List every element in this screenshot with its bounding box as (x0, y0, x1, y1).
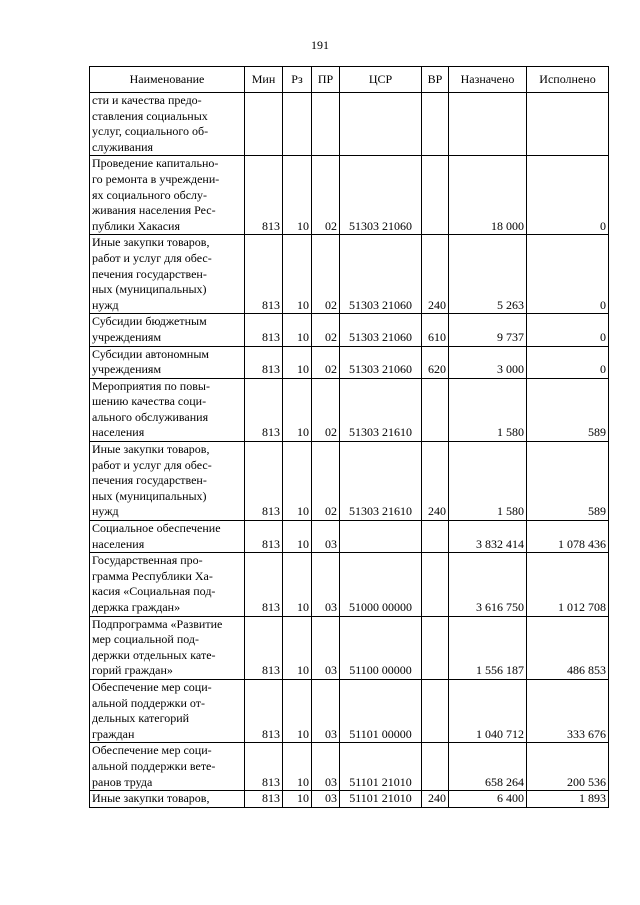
header-csr: ЦСР (340, 67, 422, 93)
cell-name: Иные закупки товаров, работ и услуг для обес- печения государствен- ных (муниципальных) нужд (90, 235, 245, 314)
cell-min: 813 (245, 346, 283, 378)
cell-csr (340, 521, 422, 553)
cell-rz (283, 93, 312, 156)
table-row (90, 442, 609, 521)
cell-pr: 02 (312, 346, 340, 378)
cell-pr: 02 (312, 442, 340, 521)
header-assigned: Назначено (449, 67, 527, 93)
cell-pr: 03 (312, 743, 340, 791)
cell-pr: 03 (312, 679, 340, 742)
cell-pr: 03 (312, 791, 340, 808)
cell-csr: 51303 21060 (340, 235, 422, 314)
cell-executed: 0 (527, 235, 609, 314)
cell-name: Подпрограмма «Развитие мер социальной под- держки отдельных кате- горий граждан» (90, 616, 245, 679)
cell-pr: 02 (312, 156, 340, 235)
cell-rz: 10 (283, 442, 312, 521)
cell-assigned: 658 264 (449, 743, 527, 791)
cell-rz: 10 (283, 791, 312, 808)
table-row (90, 521, 609, 553)
cell-min: 813 (245, 521, 283, 553)
cell-assigned: 18 000 (449, 156, 527, 235)
cell-vr: 240 (422, 235, 449, 314)
cell-vr (422, 156, 449, 235)
table-row (90, 791, 609, 808)
cell-pr: 02 (312, 378, 340, 441)
header-min: Мин (245, 67, 283, 93)
cell-name: сти и качества предо- ставления социальных услуг, социального об- служивания (90, 93, 245, 156)
cell-name: Субсидии автономным учреждениям (90, 346, 245, 378)
cell-name: Проведение капитально- го ремонта в учреждени- ях социального обслу- живания населения Рес- публики Хакасия (90, 156, 245, 235)
cell-assigned: 1 040 712 (449, 679, 527, 742)
table-row (90, 314, 609, 346)
cell-pr: 03 (312, 553, 340, 616)
cell-name: Иные закупки товаров, (90, 791, 245, 808)
budget-table (89, 66, 609, 808)
cell-min: 813 (245, 156, 283, 235)
table-row (90, 616, 609, 679)
cell-name: Государственная про- грамма Республики Ха- касия «Социальная под- держка граждан» (90, 553, 245, 616)
cell-min: 813 (245, 791, 283, 808)
header-rz: Рз (283, 67, 312, 93)
cell-csr: 51303 21610 (340, 442, 422, 521)
table-row (90, 93, 609, 156)
cell-name: Мероприятия по повы- шению качества соци- ального обслуживания населения (90, 378, 245, 441)
cell-rz: 10 (283, 521, 312, 553)
cell-executed: 1 078 436 (527, 521, 609, 553)
cell-name: Социальное обеспечение населения (90, 521, 245, 553)
cell-vr (422, 378, 449, 441)
cell-vr (422, 743, 449, 791)
header-name: Наименование (90, 67, 245, 93)
cell-csr: 51101 21010 (340, 791, 422, 808)
cell-rz: 10 (283, 378, 312, 441)
cell-assigned: 5 263 (449, 235, 527, 314)
cell-executed (527, 93, 609, 156)
cell-assigned: 3 000 (449, 346, 527, 378)
cell-min: 813 (245, 553, 283, 616)
cell-executed: 0 (527, 346, 609, 378)
cell-vr: 620 (422, 346, 449, 378)
cell-vr: 610 (422, 314, 449, 346)
cell-min: 813 (245, 743, 283, 791)
cell-assigned: 3 832 414 (449, 521, 527, 553)
cell-assigned: 1 580 (449, 442, 527, 521)
cell-rz: 10 (283, 156, 312, 235)
cell-executed: 486 853 (527, 616, 609, 679)
cell-assigned: 9 737 (449, 314, 527, 346)
cell-executed: 0 (527, 156, 609, 235)
table-row (90, 156, 609, 235)
cell-vr (422, 521, 449, 553)
cell-pr (312, 93, 340, 156)
cell-rz: 10 (283, 235, 312, 314)
table-row (90, 235, 609, 314)
cell-min: 813 (245, 616, 283, 679)
cell-rz: 10 (283, 743, 312, 791)
table-row (90, 553, 609, 616)
cell-csr: 51303 21610 (340, 378, 422, 441)
cell-min (245, 93, 283, 156)
cell-rz: 10 (283, 616, 312, 679)
cell-assigned: 1 580 (449, 378, 527, 441)
cell-rz: 10 (283, 346, 312, 378)
table-row (90, 679, 609, 742)
cell-vr (422, 616, 449, 679)
cell-assigned: 3 616 750 (449, 553, 527, 616)
cell-executed: 1 893 (527, 791, 609, 808)
cell-min: 813 (245, 442, 283, 521)
cell-pr: 02 (312, 314, 340, 346)
cell-min: 813 (245, 314, 283, 346)
cell-executed: 589 (527, 378, 609, 441)
table-body (90, 93, 609, 808)
cell-executed: 200 536 (527, 743, 609, 791)
cell-csr: 51101 21010 (340, 743, 422, 791)
cell-executed: 589 (527, 442, 609, 521)
table-header-row (90, 67, 609, 93)
cell-vr: 240 (422, 791, 449, 808)
cell-executed: 333 676 (527, 679, 609, 742)
cell-rz: 10 (283, 314, 312, 346)
cell-vr (422, 553, 449, 616)
cell-name: Обеспечение мер соци- альной поддержки от- дельных категорий граждан (90, 679, 245, 742)
cell-pr: 02 (312, 235, 340, 314)
cell-csr: 51101 00000 (340, 679, 422, 742)
cell-vr (422, 679, 449, 742)
cell-name: Иные закупки товаров, работ и услуг для обес- печения государствен- ных (муниципальных) нужд (90, 442, 245, 521)
header-vr: ВР (422, 67, 449, 93)
cell-executed: 0 (527, 314, 609, 346)
cell-min: 813 (245, 378, 283, 441)
cell-name: Субсидии бюджетным учреждениям (90, 314, 245, 346)
table-row (90, 346, 609, 378)
cell-rz: 10 (283, 553, 312, 616)
cell-min: 813 (245, 679, 283, 742)
header-executed: Исполнено (527, 67, 609, 93)
cell-executed: 1 012 708 (527, 553, 609, 616)
cell-csr: 51303 21060 (340, 314, 422, 346)
cell-vr (422, 93, 449, 156)
table-row (90, 378, 609, 441)
cell-pr: 03 (312, 616, 340, 679)
cell-csr (340, 93, 422, 156)
cell-assigned: 6 400 (449, 791, 527, 808)
cell-csr: 51303 21060 (340, 346, 422, 378)
cell-vr: 240 (422, 442, 449, 521)
cell-min: 813 (245, 235, 283, 314)
header-pr: ПР (312, 67, 340, 93)
cell-rz: 10 (283, 679, 312, 742)
cell-csr: 51100 00000 (340, 616, 422, 679)
cell-assigned: 1 556 187 (449, 616, 527, 679)
page-number: 191 (311, 38, 329, 52)
cell-csr: 51303 21060 (340, 156, 422, 235)
table-row (90, 743, 609, 791)
cell-assigned (449, 93, 527, 156)
cell-name: Обеспечение мер соци- альной поддержки вете- ранов труда (90, 743, 245, 791)
cell-csr: 51000 00000 (340, 553, 422, 616)
cell-pr: 03 (312, 521, 340, 553)
